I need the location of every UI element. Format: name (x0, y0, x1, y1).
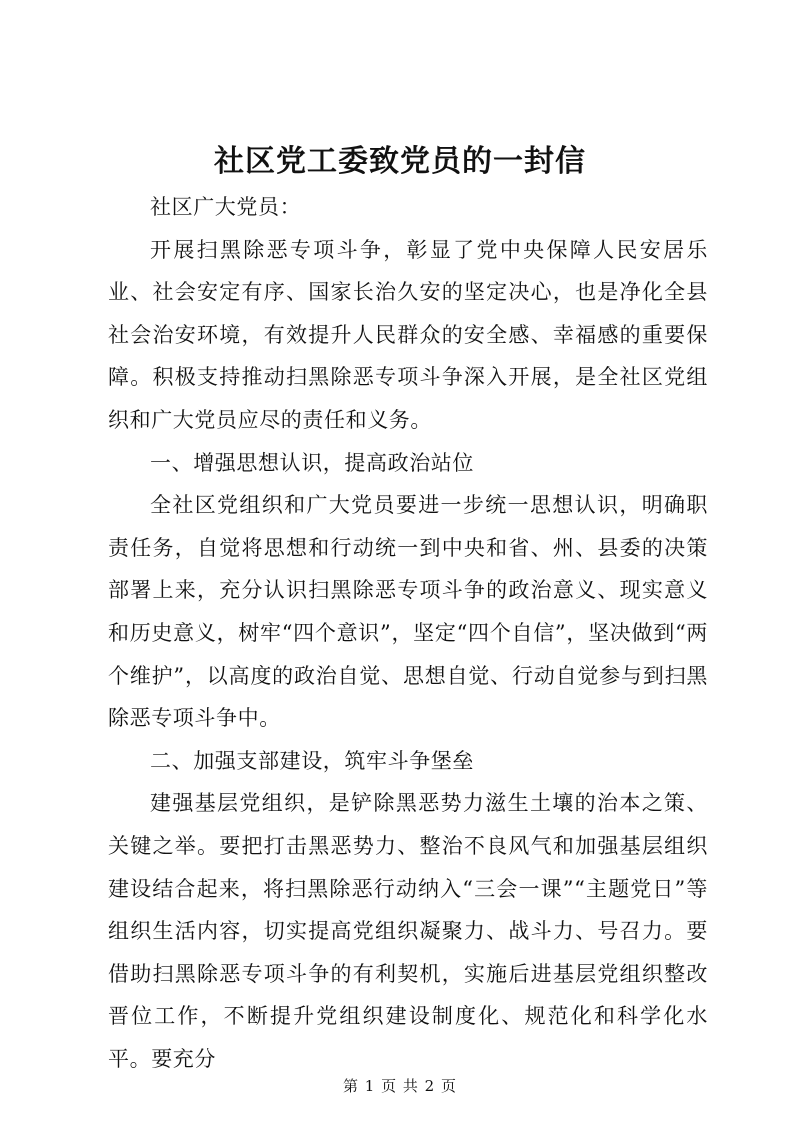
document-title: 社区党工委致党员的一封信 (214, 144, 586, 179)
intro-paragraph: 开展扫黑除恶专项斗争，彰显了党中央保障人民安居乐业、社会安定有序、国家长治久安的坚定决心，也是净化全县社会治安环境，有效提升人民群众的安全感、幸福感的重要保障。积极支持推动扫黑除恶专项斗争深入开展，是全社区党组织和广大党员应尽的责任和义务。 (108, 237, 708, 432)
document-body (108, 186, 708, 1080)
section-paragraph-1: 全社区党组织和广大党员要进一步统一思想认识，明确职责任务，自觉将思想和行动统一到中央和省、州、县委的决策部署上来，充分认识扫黑除恶专项斗争的政治意义、现实意义和历史意义，树牢“四个意识”，坚定“四个自信”，坚决做到“两个维护”，以高度的政治自觉、思想自觉、行动自觉参与到扫黑除恶专项斗争中。 (108, 493, 708, 731)
page-footer: 第 1 页 共 2 页 (343, 1077, 457, 1095)
section-heading-1: 一、增强思想认识，提高政治站位 (150, 450, 474, 475)
section-paragraph-2: 建强基层党组织，是铲除黑恶势力滋生土壤的治本之策、关键之举。要把打击黑恶势力、整治不良风气和加强基层组织建设结合起来，将扫黑除恶行动纳入“三会一课”“主题党日”等组织生活内容，切实提高党组织凝聚力、战斗力、号召力。要借助扫黑除恶专项斗争的有利契机，实施后进基层党组织整改晋位工作，不断提升党组织建设制度化、规范化和科学化水平。要充分 (108, 791, 708, 1071)
salutation: 社区广大党员： (150, 195, 302, 219)
section-heading-2: 二、加强支部建设，筑牢斗争堡垒 (150, 748, 474, 773)
